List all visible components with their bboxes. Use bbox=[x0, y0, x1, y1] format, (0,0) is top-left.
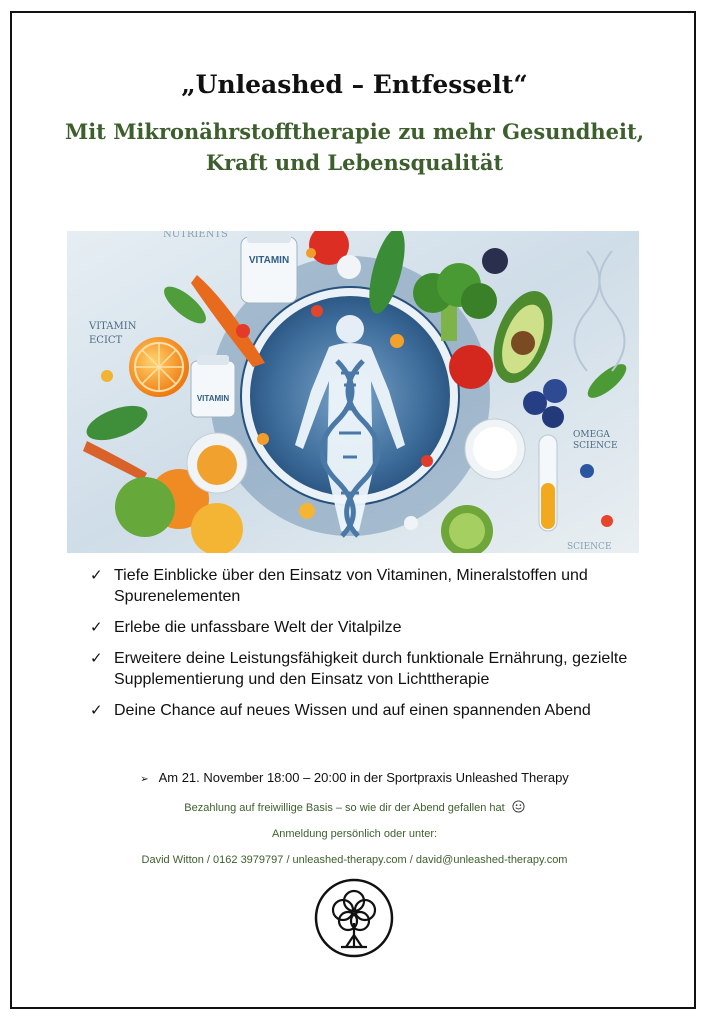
list-item: ✓ Deine Chance auf neues Wissen und auf einen spannenden Abend bbox=[90, 702, 591, 719]
payment-note: Bezahlung auf freiwillige Basis – so wie dir der Abend gefallen hat bbox=[0, 800, 709, 814]
page-subtitle bbox=[0, 116, 709, 178]
tree-of-life-icon bbox=[313, 877, 395, 959]
subtitle-line-2: Kraft und Lebensqualität bbox=[205, 150, 504, 175]
list-item: ✓ Erlebe die unfassbare Welt der Vitalpilze bbox=[90, 619, 402, 636]
feature-list bbox=[90, 565, 680, 731]
list-item: ✓ Tiefe Einblicke über den Einsatz von Vitaminen, Mineralstoffen und Spurenelementen bbox=[90, 567, 588, 605]
bottle-label: VITAMIN bbox=[248, 255, 290, 266]
side-label-science-bottom: SCIENCE bbox=[567, 542, 612, 552]
side-label-omega: OMEGA bbox=[573, 430, 610, 440]
page-title: „Unleashed – Entfesselt“ bbox=[181, 70, 528, 99]
list-item: ✓ Erweitere deine Leistungsfähigkeit durch funktionale Ernährung, gezielte Supplementierung und den Einsatz von Lichttherapie bbox=[90, 650, 628, 688]
contact-line: David Witton / 0162 3979797 / unleashed-therapy.com / david@unleashed-therapy.com bbox=[141, 854, 568, 866]
hero-illustration bbox=[67, 231, 639, 553]
small-bottle-label: VITAMIN bbox=[196, 394, 230, 403]
side-label-nutrients: NUTRIENTS bbox=[163, 231, 228, 240]
smiley-icon bbox=[512, 800, 525, 813]
event-details: ➢ Am 21. November 18:00 – 20:00 in der Sportpraxis Unleashed Therapy bbox=[140, 770, 569, 785]
subtitle-line-1: Mit Mikronährstofftherapie zu mehr Gesundheit, bbox=[64, 119, 645, 144]
side-label-vitamin: VITAMIN bbox=[89, 321, 137, 332]
check-mark-icon: ✓ bbox=[90, 702, 103, 719]
check-mark-icon: ✓ bbox=[90, 650, 103, 667]
check-mark-icon: ✓ bbox=[90, 619, 103, 636]
arrow-right-icon: ➢ bbox=[140, 774, 149, 785]
check-mark-icon: ✓ bbox=[90, 567, 103, 584]
side-label-science: SCIENCE bbox=[573, 441, 618, 451]
registration-note: Anmeldung persönlich oder unter: bbox=[271, 828, 438, 840]
side-label-ecict: ECICT bbox=[89, 335, 123, 346]
